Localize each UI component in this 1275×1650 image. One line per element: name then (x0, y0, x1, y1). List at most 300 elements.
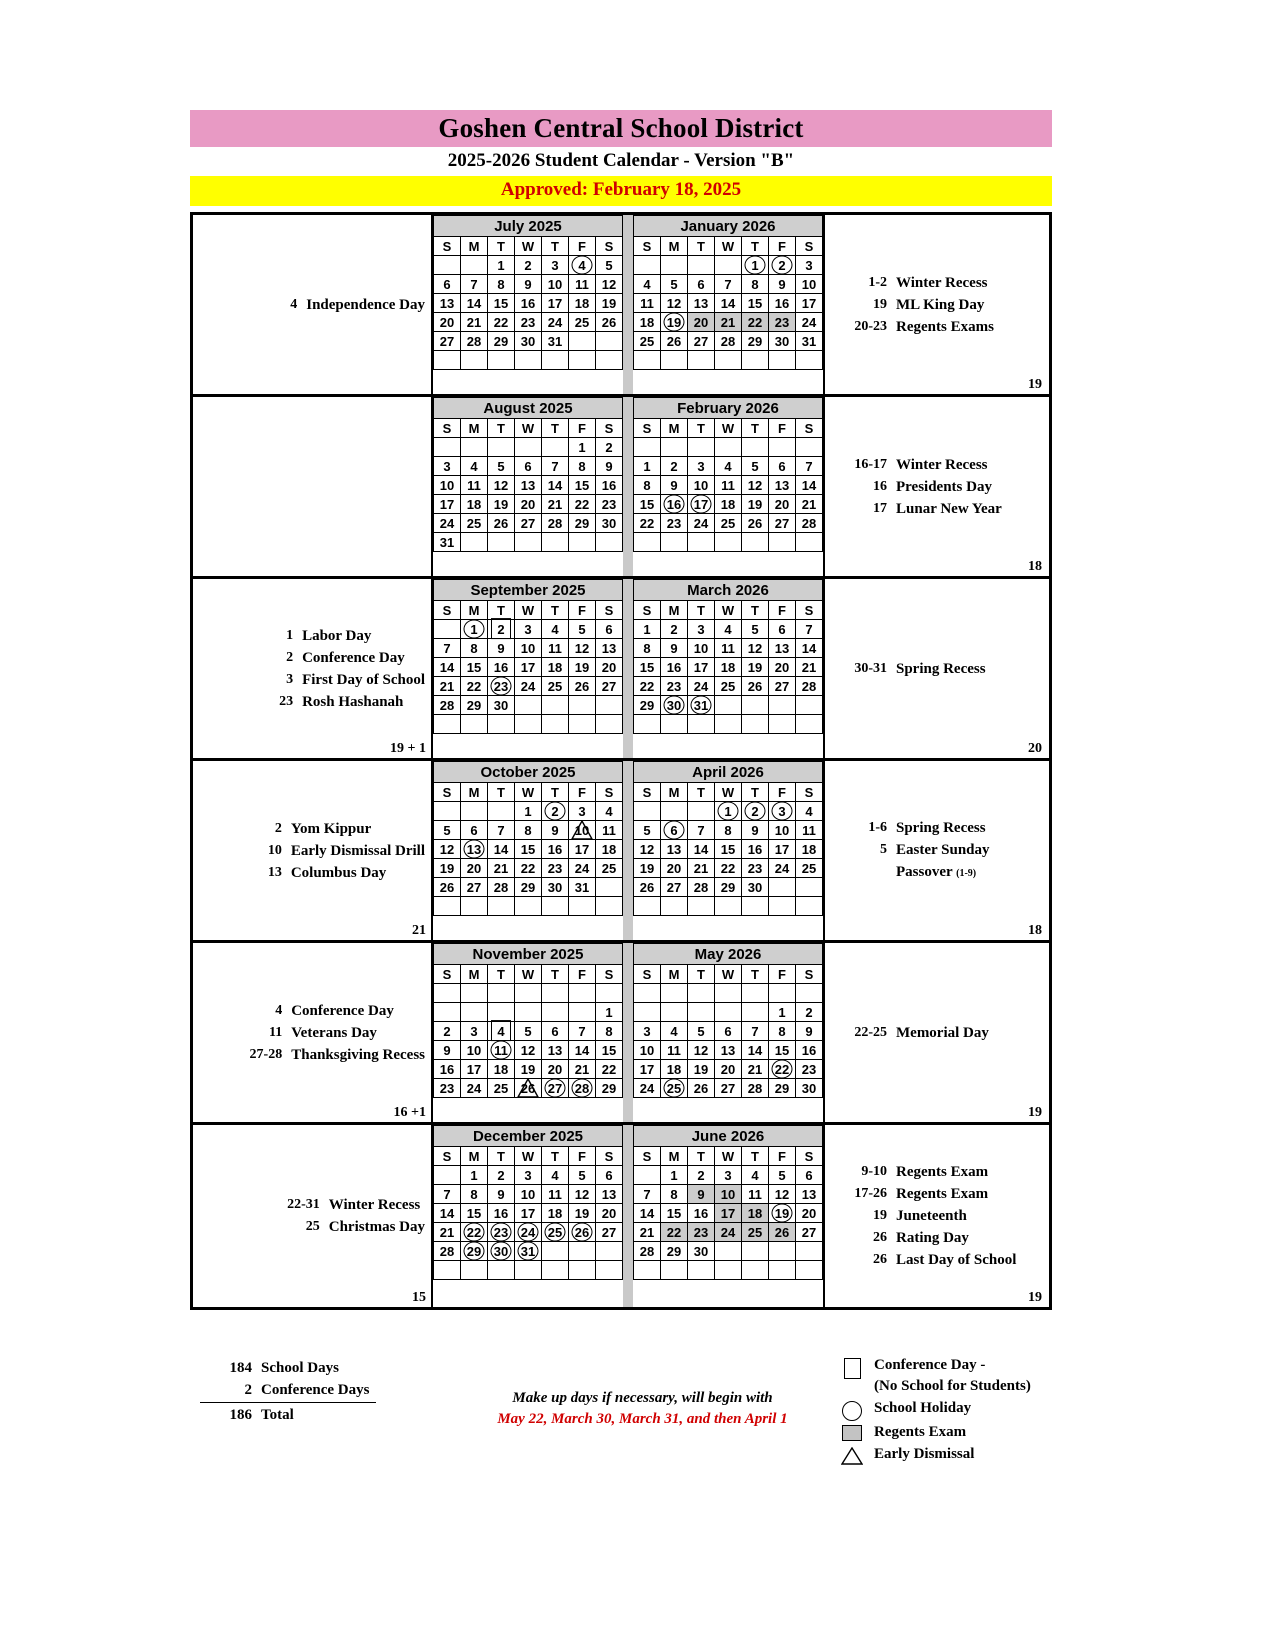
day-cell[interactable] (715, 1166, 742, 1185)
day-cell[interactable] (515, 514, 542, 533)
day-cell[interactable] (515, 639, 542, 658)
day-cell[interactable] (515, 821, 542, 840)
day-cell[interactable] (488, 275, 515, 294)
day-cell[interactable] (769, 677, 796, 696)
day-cell[interactable] (596, 620, 623, 639)
day-cell[interactable] (661, 821, 688, 840)
day-cell[interactable] (461, 1022, 488, 1041)
day-cell[interactable] (688, 1060, 715, 1079)
day-cell[interactable] (569, 457, 596, 476)
day-cell[interactable] (742, 256, 769, 275)
day-cell[interactable] (515, 1242, 542, 1261)
day-cell[interactable] (461, 514, 488, 533)
day-cell[interactable] (715, 1079, 742, 1098)
day-cell[interactable] (515, 1166, 542, 1185)
day-cell[interactable] (661, 1204, 688, 1223)
day-cell[interactable] (715, 821, 742, 840)
day-cell[interactable] (596, 256, 623, 275)
day-cell[interactable] (488, 1022, 515, 1041)
day-cell[interactable] (434, 495, 461, 514)
day-cell[interactable] (796, 1079, 823, 1098)
day-cell[interactable] (542, 457, 569, 476)
day-cell[interactable] (796, 677, 823, 696)
day-cell[interactable] (461, 639, 488, 658)
day-cell[interactable] (661, 476, 688, 495)
day-cell[interactable] (461, 620, 488, 639)
day-cell[interactable] (742, 514, 769, 533)
day-cell[interactable] (715, 859, 742, 878)
day-cell[interactable] (634, 658, 661, 677)
day-cell[interactable] (515, 1079, 542, 1098)
day-cell[interactable] (742, 677, 769, 696)
day-cell[interactable] (596, 1223, 623, 1242)
day-cell[interactable] (715, 620, 742, 639)
day-cell[interactable] (769, 1223, 796, 1242)
day-cell[interactable] (434, 1079, 461, 1098)
day-cell[interactable] (515, 840, 542, 859)
day-cell[interactable] (715, 294, 742, 313)
day-cell[interactable] (661, 1242, 688, 1261)
day-cell[interactable] (434, 533, 461, 552)
day-cell[interactable] (596, 1166, 623, 1185)
day-cell[interactable] (634, 275, 661, 294)
day-cell[interactable] (596, 840, 623, 859)
day-cell[interactable] (569, 821, 596, 840)
day-cell[interactable] (769, 840, 796, 859)
day-cell[interactable] (434, 1204, 461, 1223)
day-cell[interactable] (796, 840, 823, 859)
day-cell[interactable] (488, 1079, 515, 1098)
day-cell[interactable] (515, 802, 542, 821)
day-cell[interactable] (661, 1185, 688, 1204)
day-cell[interactable] (569, 514, 596, 533)
day-cell[interactable] (742, 1079, 769, 1098)
day-cell[interactable] (542, 677, 569, 696)
day-cell[interactable] (796, 821, 823, 840)
day-cell[interactable] (796, 859, 823, 878)
day-cell[interactable] (796, 802, 823, 821)
day-cell[interactable] (542, 821, 569, 840)
day-cell[interactable] (434, 457, 461, 476)
day-cell[interactable] (634, 313, 661, 332)
day-cell[interactable] (569, 438, 596, 457)
day-cell[interactable] (569, 1079, 596, 1098)
day-cell[interactable] (715, 313, 742, 332)
day-cell[interactable] (796, 1060, 823, 1079)
day-cell[interactable] (515, 677, 542, 696)
day-cell[interactable] (434, 1185, 461, 1204)
day-cell[interactable] (596, 476, 623, 495)
day-cell[interactable] (461, 658, 488, 677)
day-cell[interactable] (769, 620, 796, 639)
day-cell[interactable] (661, 495, 688, 514)
day-cell[interactable] (542, 332, 569, 351)
day-cell[interactable] (661, 1223, 688, 1242)
day-cell[interactable] (461, 476, 488, 495)
day-cell[interactable] (688, 275, 715, 294)
day-cell[interactable] (596, 495, 623, 514)
day-cell[interactable] (542, 1204, 569, 1223)
day-cell[interactable] (796, 1166, 823, 1185)
day-cell[interactable] (634, 1079, 661, 1098)
day-cell[interactable] (688, 677, 715, 696)
day-cell[interactable] (715, 332, 742, 351)
day-cell[interactable] (742, 620, 769, 639)
day-cell[interactable] (542, 1041, 569, 1060)
day-cell[interactable] (434, 1041, 461, 1060)
day-cell[interactable] (596, 658, 623, 677)
day-cell[interactable] (634, 514, 661, 533)
day-cell[interactable] (769, 639, 796, 658)
day-cell[interactable] (596, 457, 623, 476)
day-cell[interactable] (742, 821, 769, 840)
day-cell[interactable] (461, 275, 488, 294)
day-cell[interactable] (542, 878, 569, 897)
day-cell[interactable] (688, 1242, 715, 1261)
day-cell[interactable] (461, 859, 488, 878)
day-cell[interactable] (769, 457, 796, 476)
day-cell[interactable] (434, 1242, 461, 1261)
day-cell[interactable] (488, 332, 515, 351)
day-cell[interactable] (569, 1060, 596, 1079)
day-cell[interactable] (742, 1166, 769, 1185)
day-cell[interactable] (488, 840, 515, 859)
day-cell[interactable] (634, 620, 661, 639)
day-cell[interactable] (542, 313, 569, 332)
day-cell[interactable] (715, 1022, 742, 1041)
day-cell[interactable] (434, 332, 461, 351)
day-cell[interactable] (569, 294, 596, 313)
day-cell[interactable] (742, 294, 769, 313)
day-cell[interactable] (661, 1166, 688, 1185)
day-cell[interactable] (634, 476, 661, 495)
day-cell[interactable] (569, 1041, 596, 1060)
day-cell[interactable] (634, 1223, 661, 1242)
day-cell[interactable] (796, 658, 823, 677)
day-cell[interactable] (715, 802, 742, 821)
day-cell[interactable] (461, 294, 488, 313)
day-cell[interactable] (542, 1223, 569, 1242)
day-cell[interactable] (596, 313, 623, 332)
day-cell[interactable] (488, 620, 515, 639)
day-cell[interactable] (461, 677, 488, 696)
day-cell[interactable] (461, 1223, 488, 1242)
day-cell[interactable] (634, 859, 661, 878)
day-cell[interactable] (715, 1204, 742, 1223)
day-cell[interactable] (634, 878, 661, 897)
day-cell[interactable] (488, 457, 515, 476)
day-cell[interactable] (796, 1223, 823, 1242)
day-cell[interactable] (461, 457, 488, 476)
day-cell[interactable] (515, 313, 542, 332)
day-cell[interactable] (688, 1079, 715, 1098)
day-cell[interactable] (688, 514, 715, 533)
day-cell[interactable] (434, 840, 461, 859)
day-cell[interactable] (796, 332, 823, 351)
day-cell[interactable] (434, 859, 461, 878)
day-cell[interactable] (661, 1022, 688, 1041)
day-cell[interactable] (488, 294, 515, 313)
day-cell[interactable] (715, 275, 742, 294)
day-cell[interactable] (488, 639, 515, 658)
day-cell[interactable] (661, 514, 688, 533)
day-cell[interactable] (742, 275, 769, 294)
day-cell[interactable] (515, 332, 542, 351)
day-cell[interactable] (515, 457, 542, 476)
day-cell[interactable] (634, 332, 661, 351)
day-cell[interactable] (515, 878, 542, 897)
day-cell[interactable] (542, 495, 569, 514)
day-cell[interactable] (542, 802, 569, 821)
day-cell[interactable] (488, 1041, 515, 1060)
day-cell[interactable] (769, 859, 796, 878)
day-cell[interactable] (488, 658, 515, 677)
day-cell[interactable] (796, 294, 823, 313)
day-cell[interactable] (515, 476, 542, 495)
day-cell[interactable] (434, 294, 461, 313)
day-cell[interactable] (596, 294, 623, 313)
day-cell[interactable] (688, 658, 715, 677)
day-cell[interactable] (634, 1041, 661, 1060)
day-cell[interactable] (715, 1185, 742, 1204)
day-cell[interactable] (515, 1022, 542, 1041)
day-cell[interactable] (569, 1022, 596, 1041)
day-cell[interactable] (661, 840, 688, 859)
day-cell[interactable] (769, 332, 796, 351)
day-cell[interactable] (515, 275, 542, 294)
day-cell[interactable] (488, 1223, 515, 1242)
day-cell[interactable] (596, 1060, 623, 1079)
day-cell[interactable] (688, 1223, 715, 1242)
day-cell[interactable] (742, 658, 769, 677)
day-cell[interactable] (769, 1003, 796, 1022)
day-cell[interactable] (742, 639, 769, 658)
day-cell[interactable] (569, 639, 596, 658)
day-cell[interactable] (769, 294, 796, 313)
day-cell[interactable] (569, 859, 596, 878)
day-cell[interactable] (661, 696, 688, 715)
day-cell[interactable] (569, 275, 596, 294)
day-cell[interactable] (434, 1022, 461, 1041)
day-cell[interactable] (461, 1185, 488, 1204)
day-cell[interactable] (515, 620, 542, 639)
day-cell[interactable] (461, 1204, 488, 1223)
day-cell[interactable] (461, 696, 488, 715)
day-cell[interactable] (488, 495, 515, 514)
day-cell[interactable] (515, 1041, 542, 1060)
day-cell[interactable] (461, 495, 488, 514)
day-cell[interactable] (596, 677, 623, 696)
day-cell[interactable] (661, 639, 688, 658)
day-cell[interactable] (742, 1041, 769, 1060)
day-cell[interactable] (488, 677, 515, 696)
day-cell[interactable] (715, 677, 742, 696)
day-cell[interactable] (688, 1185, 715, 1204)
day-cell[interactable] (488, 313, 515, 332)
day-cell[interactable] (596, 514, 623, 533)
day-cell[interactable] (515, 1204, 542, 1223)
day-cell[interactable] (715, 514, 742, 533)
day-cell[interactable] (661, 313, 688, 332)
day-cell[interactable] (434, 639, 461, 658)
day-cell[interactable] (461, 1041, 488, 1060)
day-cell[interactable] (742, 840, 769, 859)
day-cell[interactable] (569, 840, 596, 859)
day-cell[interactable] (542, 620, 569, 639)
day-cell[interactable] (569, 1185, 596, 1204)
day-cell[interactable] (596, 1079, 623, 1098)
day-cell[interactable] (569, 313, 596, 332)
day-cell[interactable] (488, 476, 515, 495)
day-cell[interactable] (542, 1185, 569, 1204)
day-cell[interactable] (769, 821, 796, 840)
day-cell[interactable] (515, 1185, 542, 1204)
day-cell[interactable] (461, 332, 488, 351)
day-cell[interactable] (461, 1166, 488, 1185)
day-cell[interactable] (515, 1223, 542, 1242)
day-cell[interactable] (661, 1079, 688, 1098)
day-cell[interactable] (769, 1022, 796, 1041)
day-cell[interactable] (715, 639, 742, 658)
day-cell[interactable] (769, 1185, 796, 1204)
day-cell[interactable] (715, 878, 742, 897)
day-cell[interactable] (542, 514, 569, 533)
day-cell[interactable] (461, 1060, 488, 1079)
day-cell[interactable] (596, 1041, 623, 1060)
day-cell[interactable] (434, 1223, 461, 1242)
day-cell[interactable] (634, 1022, 661, 1041)
day-cell[interactable] (569, 677, 596, 696)
day-cell[interactable] (434, 878, 461, 897)
day-cell[interactable] (688, 332, 715, 351)
day-cell[interactable] (688, 495, 715, 514)
day-cell[interactable] (769, 1079, 796, 1098)
day-cell[interactable] (742, 1204, 769, 1223)
day-cell[interactable] (796, 313, 823, 332)
day-cell[interactable] (742, 1060, 769, 1079)
day-cell[interactable] (515, 495, 542, 514)
day-cell[interactable] (634, 840, 661, 859)
day-cell[interactable] (569, 802, 596, 821)
day-cell[interactable] (515, 658, 542, 677)
day-cell[interactable] (715, 495, 742, 514)
day-cell[interactable] (596, 821, 623, 840)
day-cell[interactable] (596, 1022, 623, 1041)
day-cell[interactable] (488, 256, 515, 275)
day-cell[interactable] (796, 1041, 823, 1060)
day-cell[interactable] (569, 658, 596, 677)
day-cell[interactable] (488, 1185, 515, 1204)
day-cell[interactable] (688, 620, 715, 639)
day-cell[interactable] (596, 438, 623, 457)
day-cell[interactable] (661, 1060, 688, 1079)
day-cell[interactable] (634, 1060, 661, 1079)
day-cell[interactable] (542, 639, 569, 658)
day-cell[interactable] (796, 1022, 823, 1041)
day-cell[interactable] (634, 639, 661, 658)
day-cell[interactable] (488, 1204, 515, 1223)
day-cell[interactable] (488, 514, 515, 533)
day-cell[interactable] (515, 1060, 542, 1079)
day-cell[interactable] (715, 1060, 742, 1079)
day-cell[interactable] (769, 256, 796, 275)
day-cell[interactable] (688, 1041, 715, 1060)
day-cell[interactable] (461, 821, 488, 840)
day-cell[interactable] (515, 859, 542, 878)
day-cell[interactable] (542, 476, 569, 495)
day-cell[interactable] (661, 332, 688, 351)
day-cell[interactable] (796, 1185, 823, 1204)
day-cell[interactable] (688, 878, 715, 897)
day-cell[interactable] (796, 256, 823, 275)
day-cell[interactable] (461, 1242, 488, 1261)
day-cell[interactable] (769, 1041, 796, 1060)
day-cell[interactable] (796, 639, 823, 658)
day-cell[interactable] (742, 1185, 769, 1204)
day-cell[interactable] (769, 1060, 796, 1079)
day-cell[interactable] (742, 802, 769, 821)
day-cell[interactable] (634, 1242, 661, 1261)
day-cell[interactable] (596, 1185, 623, 1204)
day-cell[interactable] (461, 840, 488, 859)
day-cell[interactable] (434, 275, 461, 294)
day-cell[interactable] (715, 457, 742, 476)
day-cell[interactable] (742, 495, 769, 514)
day-cell[interactable] (488, 1166, 515, 1185)
day-cell[interactable] (769, 1166, 796, 1185)
day-cell[interactable] (715, 1041, 742, 1060)
day-cell[interactable] (596, 802, 623, 821)
day-cell[interactable] (688, 313, 715, 332)
day-cell[interactable] (542, 658, 569, 677)
day-cell[interactable] (542, 1079, 569, 1098)
day-cell[interactable] (796, 275, 823, 294)
day-cell[interactable] (569, 1204, 596, 1223)
day-cell[interactable] (634, 696, 661, 715)
day-cell[interactable] (715, 658, 742, 677)
day-cell[interactable] (542, 1022, 569, 1041)
day-cell[interactable] (542, 294, 569, 313)
day-cell[interactable] (769, 275, 796, 294)
day-cell[interactable] (488, 821, 515, 840)
day-cell[interactable] (742, 1223, 769, 1242)
day-cell[interactable] (769, 495, 796, 514)
day-cell[interactable] (542, 859, 569, 878)
day-cell[interactable] (769, 658, 796, 677)
day-cell[interactable] (515, 256, 542, 275)
day-cell[interactable] (542, 1060, 569, 1079)
day-cell[interactable] (688, 1022, 715, 1041)
day-cell[interactable] (796, 1003, 823, 1022)
day-cell[interactable] (742, 332, 769, 351)
day-cell[interactable] (688, 1204, 715, 1223)
day-cell[interactable] (634, 1204, 661, 1223)
day-cell[interactable] (661, 1041, 688, 1060)
day-cell[interactable] (434, 696, 461, 715)
day-cell[interactable] (634, 495, 661, 514)
day-cell[interactable] (769, 514, 796, 533)
day-cell[interactable] (661, 620, 688, 639)
day-cell[interactable] (742, 1022, 769, 1041)
day-cell[interactable] (688, 1166, 715, 1185)
day-cell[interactable] (569, 256, 596, 275)
day-cell[interactable] (434, 313, 461, 332)
day-cell[interactable] (461, 878, 488, 897)
day-cell[interactable] (688, 639, 715, 658)
day-cell[interactable] (742, 313, 769, 332)
day-cell[interactable] (569, 620, 596, 639)
day-cell[interactable] (434, 658, 461, 677)
